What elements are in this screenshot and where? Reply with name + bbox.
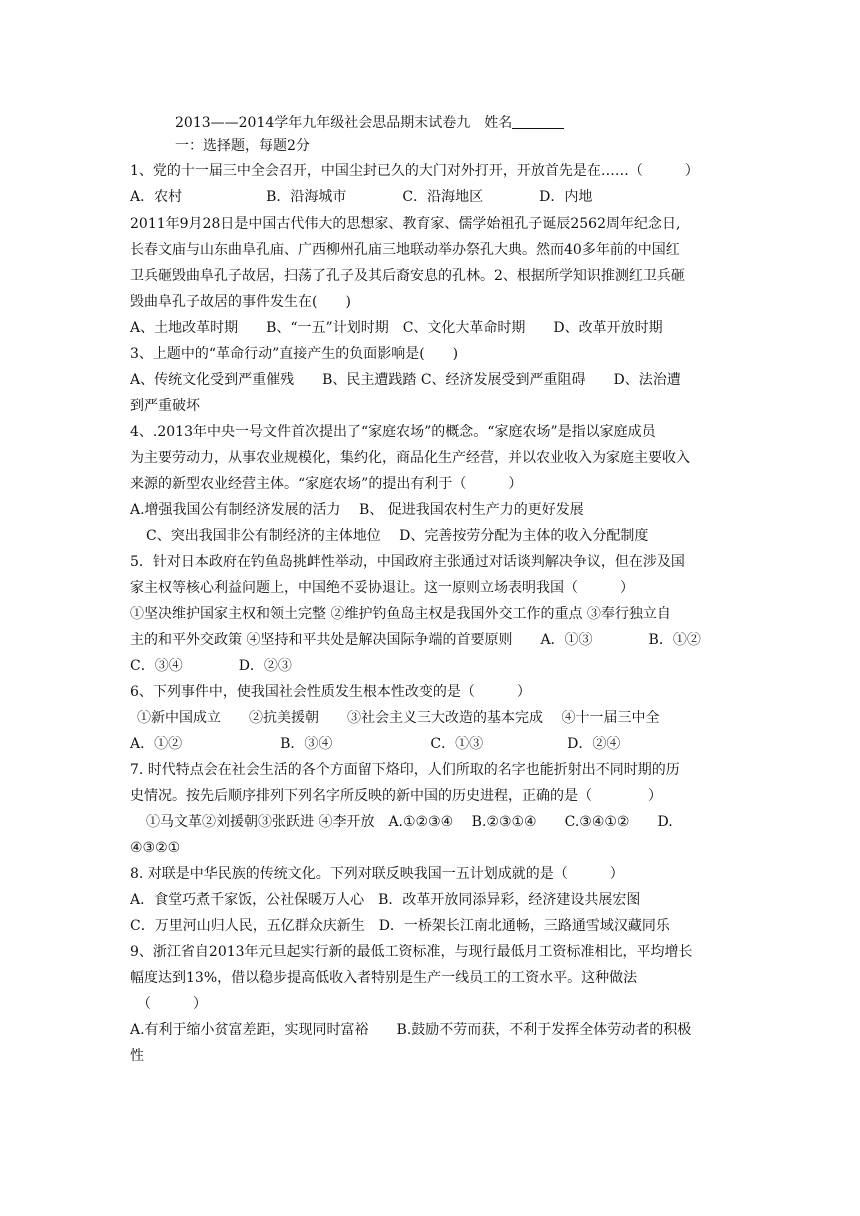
text-line: A、土地改革时期 B、“一五”计划时期 C、文化大革命时期 D、改革开放时期 [130, 320, 663, 336]
text-line: ④③②① [130, 840, 181, 856]
section-heading: 一：选择题，每题2分 [175, 138, 310, 154]
text-line: 8. 对联是中华民族的传统文化。下列对联反映我国一五计划成就的是（ ） [130, 866, 624, 882]
text-line: A．农村 B．沿海城市 C．沿海地区 D．内地 [130, 189, 593, 205]
text-line: A.增强我国公有制经济发展的活力 B、 促进我国农村生产力的更好发展 [130, 502, 584, 518]
text-line: A、传统文化受到严重催残 B、民主遭践踏 C、经济发展受到严重阻碍 D、法治遭 [130, 372, 681, 388]
text-line: 3、上题中的“革命行动”直接产生的负面影响是( ) [130, 346, 459, 362]
text-line: 幅度达到13%，借以稳步提高低收入者特别是生产一线员工的工资水平。这种做法 [130, 970, 638, 986]
text-line: C．万里河山归人民，五亿群众庆新生 D．一桥架长江南北通畅，三路通雪域汉藏同乐 [130, 918, 670, 934]
text-line: 4、.2013年中央一号文件首次提出了“家庭农场”的概念。“家庭农场”是指以家庭成员 [130, 424, 656, 440]
text-line: 为主要劳动力，从事农业规模化，集约化，商品化生产经营，并以农业收入为家庭主要收入 [130, 450, 690, 466]
text-line: 性 [130, 1048, 144, 1064]
text-line: 长春文庙与山东曲阜孔庙、广西柳州孔庙三地联动举办祭孔大典。然而40多年前的中国红 [130, 242, 680, 258]
text-line: 6、下列事件中，使我国社会性质发生根本性改变的是（ ） [130, 684, 531, 700]
text-line: 家主权等核心利益问题上，中国绝不妥协退让。这一原则立场表明我国（ ） [130, 580, 634, 596]
text-line: A．食堂巧煮千家饭，公社保暖万人心 B．改革开放同添异彩，经济建设共展宏图 [130, 892, 641, 908]
name-blank [512, 115, 564, 129]
text-line: 卫兵砸毁曲阜孔子故居，扫荡了孔子及其后裔安息的孔林。2、根据所学知识推测红卫兵砸 [130, 268, 685, 284]
text-line: A.有利于缩小贫富差距，实现同时富裕 B.鼓励不劳而获，不利于发挥全体劳动者的积极 [130, 1022, 692, 1038]
text-line: 9、浙江省自2013年元旦起实行新的最低工资标准，与现行最低月工资标准相比，平均增长 [130, 944, 693, 960]
text-line: ①坚决维护国家主权和领土完整 ②维护钓鱼岛主权是我国外交工作的重点 ③奉行独立自 [130, 606, 671, 622]
text-line: ①新中国成立 ②抗美援朝 ③社会主义三大改造的基本完成 ④十一届三中全 [137, 710, 660, 726]
text-line: C、突出我国非公有制经济的主体地位 D、完善按劳分配为主体的收入分配制度 [146, 528, 649, 544]
text-line: 来源的新型农业经营主体。“家庭农场”的提出有利于（ ） [130, 476, 523, 492]
text-line: 毁曲阜孔子故居的事件发生在( ) [130, 294, 351, 310]
text-line: 主的和平外交政策 ④坚持和平共处是解决国际争端的首要原则 A．①③ B．①② [130, 632, 701, 648]
exam-title-text: 2013——2014学年九年级社会思品期末试卷九 姓名 [175, 115, 513, 131]
text-line: （ ） [137, 996, 207, 1012]
text-line: 到严重破坏 [130, 398, 200, 414]
text-line: 7. 时代特点会在社会生活的各个方面留下烙印，人们所取的名字也能折射出不同时期的历 [130, 762, 680, 778]
text-line: ①马文革②刘援朝③张跃进 ④李开放 A.①②③④ B.②③①④ C.③④①② D. [146, 814, 673, 830]
exam-title [175, 115, 775, 131]
text-line: 史情况。按先后顺序排列下列名字所反映的新中国的历史进程，正确的是（ ） [130, 788, 662, 804]
text-line: 5．针对日本政府在钓鱼岛挑衅性举动，中国政府主张通过对话谈判解决争议，但在涉及国 [130, 554, 685, 570]
text-line: C．③④ D．②③ [130, 658, 292, 674]
text-line: 2011年9月28日是中国古代伟大的思想家、教育家、儒学始祖孔子诞辰2562周年纪念日, [130, 216, 681, 232]
text-line: 1、党的十一届三中全会召开，中国尘封已久的大门对外打开，开放首先是在……（ ） [130, 163, 699, 179]
text-line: A．①② B．③④ C．①③ D．②④ [130, 736, 621, 752]
